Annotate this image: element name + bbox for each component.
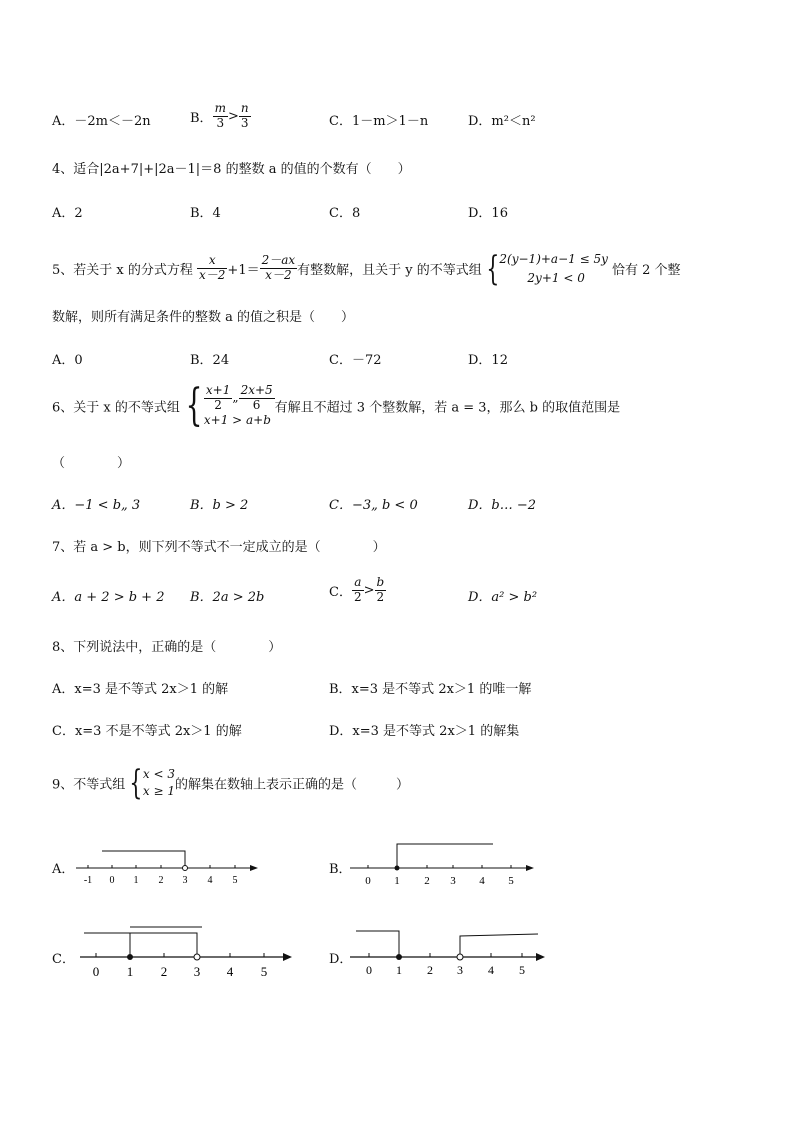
frac-den: x－2: [265, 268, 292, 283]
tick-label: 3: [193, 964, 201, 979]
q6-frac1: [204, 384, 232, 413]
q9-post: 的解集在数轴上表示正确的是（ ）: [175, 777, 410, 793]
frac-den: 2: [353, 589, 362, 604]
q7-stem: 7、若 a > b，则下列不等式不一定成立的是（ ）: [52, 540, 386, 555]
q9-option-d-label: D．: [329, 952, 353, 967]
q5-pre: 5、若关于 x 的分式方程: [52, 263, 193, 279]
q7-option-c-label: C．: [329, 584, 352, 600]
q3-option-b-frac-n3: [239, 102, 251, 131]
q5-option-a: A．0: [52, 353, 83, 368]
q7-frac-a2: [352, 576, 364, 605]
q8-option-b: B．x=3 是不等式 2x＞1 的唯一解: [329, 682, 532, 697]
q5-mid: +1＝: [227, 263, 260, 279]
frac-num: x+1: [205, 383, 231, 397]
tick-label: 2: [158, 875, 164, 886]
q5-option-c: C．－72: [329, 353, 382, 368]
q7-frac-b2: [375, 576, 387, 605]
frac-num: x: [197, 254, 227, 269]
q9-number-line-a: [72, 840, 262, 890]
tick-label: 4: [226, 964, 234, 979]
q5-post: 恰有 2 个整: [612, 263, 681, 279]
tick-label: 3: [457, 963, 463, 977]
closed-point: [396, 954, 402, 960]
q9-number-line-b: [350, 836, 540, 890]
q6-sys-line1: [204, 384, 275, 413]
axis-arrow: [536, 953, 545, 961]
frac-num: n: [240, 101, 249, 115]
q8-option-c: C．x=3 不是不等式 2x＞1 的解: [52, 724, 242, 739]
q6-pre: 6、关于 x 的不等式组: [52, 400, 180, 416]
q3-option-d: D．m²＜n²: [468, 114, 536, 129]
q6-option-c: C．−3„ b < 0: [329, 498, 418, 513]
q5-frac1: [197, 254, 227, 283]
q7-option-b: B．2a > 2b: [190, 590, 265, 605]
q3-option-b-frac-m3: [213, 102, 228, 131]
axis-arrow: [283, 953, 292, 961]
tick-label: 0: [92, 964, 100, 979]
tick-label: 4: [488, 963, 494, 977]
q6-option-d: D．b… −2: [468, 498, 537, 513]
q4-option-b: B．4: [190, 206, 221, 221]
q8-option-d: D．x=3 是不等式 2x＞1 的解集: [329, 724, 520, 739]
frac-num: m: [214, 101, 226, 115]
tick-label: 1: [394, 875, 400, 887]
tick-label: 2: [424, 875, 430, 887]
closed-point: [395, 866, 400, 871]
q7-c-rel: >: [363, 582, 375, 598]
open-point: [183, 866, 188, 871]
solution-bracket: [102, 851, 185, 868]
tick-label: 5: [508, 875, 514, 887]
q4-option-d: D．16: [468, 206, 508, 221]
q7-option-c: [329, 576, 386, 605]
q5-stem-line2: 数解，则所有满足条件的整数 a 的值之积是（ ）: [52, 310, 355, 325]
tick-label: 1: [396, 963, 402, 977]
tick-label: 0: [365, 875, 371, 887]
q5-option-d: D．12: [468, 353, 508, 368]
q6-sys-line2: x+1 > a+b: [203, 412, 271, 427]
q6-system: [204, 384, 275, 428]
q5-sys-line1: 2(y−1)+a−1 ≤ 5y: [499, 252, 608, 266]
tick-label: 5: [260, 964, 268, 979]
q6-option-b: B．b > 2: [190, 498, 249, 513]
open-point: [457, 954, 463, 960]
q9-option-a-label: A．: [52, 862, 75, 877]
q6-option-a: A．−1 < b„ 3: [52, 498, 141, 513]
frac-num: a: [352, 576, 364, 591]
frac-den: 3: [240, 115, 249, 130]
frac-den: x－2: [199, 268, 226, 283]
solution-bracket: [397, 844, 493, 868]
axis-arrow: [250, 865, 258, 871]
q9-pre: 9、不等式组: [52, 777, 126, 793]
tick-label: 5: [232, 875, 238, 886]
q9-system: [143, 766, 175, 800]
bracket-left: [84, 933, 130, 957]
q6-rel: „: [232, 390, 239, 405]
tick-label: 3: [182, 875, 188, 886]
q3-option-a: A．－2m＜－2n: [52, 114, 151, 129]
q7-option-d: D．a² > b²: [468, 590, 538, 605]
q9-option-c-label: C．: [52, 952, 75, 967]
q5-brace: {: [486, 248, 500, 289]
closed-point: [127, 954, 133, 960]
q6-post: 有解且不超过 3 个整数解，若 a = 3，那么 b 的取值范围是: [274, 400, 621, 416]
q9-brace: {: [129, 763, 143, 803]
q9-option-b-label: B．: [329, 862, 352, 877]
q3-option-b: [190, 102, 251, 131]
frac-num: b: [376, 575, 385, 589]
q3-option-b-rel: >: [227, 108, 239, 124]
open-point: [194, 954, 200, 960]
q6-brace: {: [185, 380, 203, 432]
q8-stem: 8、下列说法中，正确的是（ ）: [52, 640, 282, 655]
tick-label: 4: [479, 875, 485, 887]
tick-label: 2: [427, 963, 433, 977]
q4-option-a: A．2: [52, 206, 83, 221]
q9-number-line-c: [80, 920, 295, 982]
frac-den: 2: [376, 589, 385, 604]
q6-frac2: [239, 384, 275, 413]
q3-option-c: C．1－m＞1－n: [329, 114, 429, 129]
q5-system: [499, 250, 607, 287]
q8-option-a: A．x=3 是不等式 2x＞1 的解: [52, 682, 229, 697]
frac-den: 2: [214, 397, 222, 412]
tick-label: 0: [109, 875, 115, 886]
q5-sys-line2: 2y+1 < 0: [527, 270, 585, 285]
q9-stem: [52, 763, 410, 803]
q5-option-b: B．24: [190, 353, 230, 368]
tick-label: 2: [160, 964, 168, 979]
frac-num: 2x+5: [240, 383, 273, 397]
tick-label: -1: [83, 875, 93, 886]
q9-sys-line1: x < 3: [142, 767, 176, 782]
frac-den: 3: [216, 115, 225, 130]
q9-number-line-d: [350, 922, 550, 982]
frac-den: 6: [252, 397, 261, 412]
q7-option-a: A．a + 2 > b + 2: [52, 590, 165, 605]
q4-option-c: C．8: [329, 206, 361, 221]
bracket-left: [356, 931, 399, 957]
frac-num: 2－ax: [261, 253, 296, 268]
tick-label: 0: [366, 963, 372, 977]
tick-label: 4: [207, 875, 213, 886]
q5-stem-line1: [52, 250, 681, 287]
q6-stem-line2: （ ）: [52, 456, 131, 471]
tick-label: 1: [133, 875, 139, 886]
axis-arrow: [526, 865, 534, 871]
q6-stem-line1: [52, 380, 621, 432]
q5-frac2: [260, 254, 298, 283]
bracket-right: [460, 934, 538, 957]
tick-label: 3: [450, 875, 456, 887]
tick-label: 1: [126, 964, 134, 979]
q3-option-b-label: B．: [190, 110, 213, 126]
tick-label: 5: [519, 963, 525, 977]
q4-stem: 4、适合|2a+7|+|2a－1|＝8 的整数 a 的值的个数有（ ）: [52, 162, 411, 177]
q5-mid2: 有整数解，且关于 y 的不等式组: [297, 263, 482, 279]
q9-sys-line2: x ≥ 1: [142, 784, 176, 798]
